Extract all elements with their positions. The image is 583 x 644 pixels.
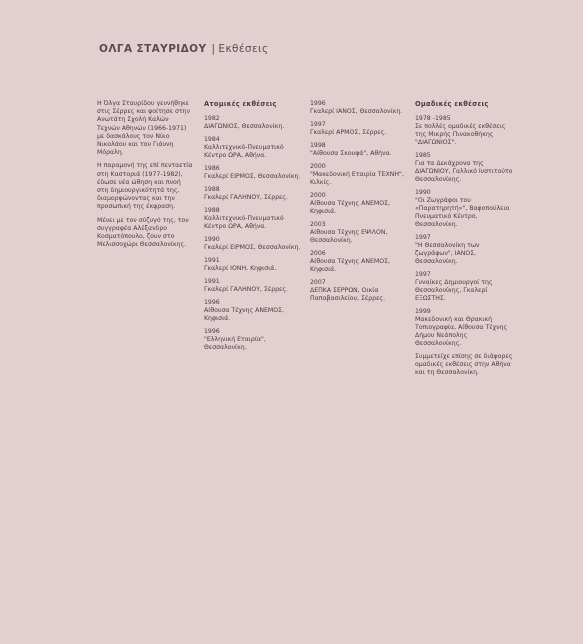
exhibition-venue: Καλλιτεχνικό-Πνευματικό Κέντρο ΩΡΑ, Αθήνα. (204, 144, 284, 159)
exhibition-entry (204, 278, 304, 294)
exhibition-year: 1996 (204, 299, 220, 306)
exhibition-entry (415, 308, 515, 348)
exhibition-entry (204, 136, 304, 160)
group-exhibitions-column (415, 100, 515, 377)
exhibition-venue: "Αίθουσα Σκουφά", Αθήνα. (310, 150, 392, 157)
exhibition-entry (310, 142, 410, 158)
exhibition-venue: Γκαλερί ΙΟΝΗ, Κηφισιά. (204, 265, 277, 272)
exhibition-venue: "Ελληνική Εταιρία", Θεσσαλονίκη. (204, 336, 266, 351)
exhibition-venue: Για τα Δεκάχρονα της ΔΙΑΓΩΝΙΟΥ, Γαλλικό Ινστιτούτο Θεσσαλονίκης. (415, 160, 513, 183)
exhibition-year: 2000 (310, 192, 326, 199)
exhibition-venue: Σε πολλές ομαδικές εκθέσεις της Μικρής Πινακοθήκης "ΔΙΑΓΩΝΙΟΣ". (415, 123, 506, 146)
exhibition-year: 2007 (310, 279, 326, 286)
exhibition-entry (310, 279, 410, 303)
exhibition-entry (204, 328, 304, 352)
exhibition-venue: Γκαλερί ΑΡΜΟΣ, Σέρρες. (310, 129, 387, 136)
bio-paragraph: Η παραμονή της επί πενταετία στη Καστοριά (1977-1982), έδωσε νέα ώθηση και πνοή στη δημιουργικότητά της, διαμορφώνοντας και την προσωπική της έκφραση. (97, 162, 193, 211)
exhibition-entry (310, 192, 410, 216)
exhibition-venue: Γκαλερί ΙΑΝΟΣ, Θεσσαλονίκη. (310, 108, 403, 115)
exhibition-venue: Μακεδονική και Θρακική Τοπιογραφία, Αίθουσα Τέχνης Δήμου Νεάπολης Θεσσαλονίκης. (415, 316, 508, 347)
exhibition-year: 1996 (204, 328, 220, 335)
exhibition-entry (310, 121, 410, 137)
exhibition-venue: Καλλιτεχνικό-Πνευματικό Κέντρο ΩΡΑ, Αθήνα. (204, 215, 284, 230)
exhibition-venue: Γκαλερί ΕΙΡΜΟΣ, Θεσσαλονίκη. (204, 244, 301, 251)
exhibition-entry (415, 271, 515, 303)
exhibition-venue: ΔΙΑΓΩΝΙΟΣ, Θεσσαλονίκη. (204, 123, 285, 130)
exhibition-year: 1990 (204, 236, 220, 243)
exhibition-year: 1985 (415, 152, 431, 159)
exhibition-entry (415, 152, 515, 184)
exhibition-entry (415, 115, 515, 147)
exhibition-year: 1991 (204, 257, 220, 264)
exhibition-year: 1988 (204, 207, 220, 214)
page-header (99, 43, 269, 55)
exhibition-year: 1999 (415, 308, 431, 315)
exhibition-venue: Γκαλερί ΕΙΡΜΟΣ, Θεσσαλονίκη. (204, 173, 301, 180)
exhibition-year: 1997 (415, 234, 431, 241)
exhibition-year: 1996 (310, 100, 326, 107)
exhibition-entry (310, 100, 410, 116)
exhibition-year: 2006 (310, 250, 326, 257)
exhibition-entry (204, 115, 304, 131)
bio-paragraph: Μένει με τον σύζυγό της, τον συγγραφέα Αλέξανδρο Κοσματόπουλο, ζουν στο Μελισσοχώρι Θεσσαλονίκης. (97, 216, 189, 249)
section-title: Εκθέσεις (218, 43, 269, 55)
exhibition-entry (310, 163, 410, 187)
exhibition-year: 1997 (310, 121, 326, 128)
exhibition-year: 1982 (204, 115, 220, 122)
exhibition-entry (204, 257, 304, 273)
exhibition-venue: Αίθουσα Τέχνης ΑΝΕΜΟΣ, Κηφισιά. (204, 307, 284, 322)
exhibition-entry (415, 234, 515, 266)
bio-paragraph: Η Όλγα Σταυρίδου γεννήθηκε στις Σέρρες και φοίτησε στην Ανωτάτη Σχολή Καλών Τεχνών Αθηνών (1966-1971) με δασκάλους τον Νίκο Νικολάου και τον Γιάννη Μόραλη. (97, 100, 191, 157)
exhibition-year: 1990 (415, 189, 431, 196)
exhibition-venue: Γκαλερί ΓΑΛΗΝΟΥ, Σέρρες. (204, 194, 288, 201)
exhibition-year: 1991 (204, 278, 220, 285)
exhibition-year: 1998 (310, 142, 326, 149)
artist-name: ΟΛΓΑ ΣΤΑΥΡΙΔΟΥ (99, 43, 207, 55)
exhibition-entry (204, 299, 304, 323)
exhibition-year: 2003 (310, 221, 326, 228)
exhibition-venue: "Μακεδονική Εταιρία ΤΕΧΝΗ", Κιλκίς. (310, 171, 404, 186)
exhibition-year: 1988 (204, 186, 220, 193)
exhibition-entry (204, 207, 304, 231)
header-separator: | (211, 43, 216, 55)
exhibition-venue: Αίθουσα Τέχνης ΕΨΙΛΟΝ, Θεσσαλονίκη. (310, 229, 388, 244)
group-exhibitions-heading: Ομαδικές εκθέσεις (415, 100, 489, 108)
exhibition-entry (204, 165, 304, 181)
exhibition-venue: ΔΕΠΚΑ ΣΕΡΡΩΝ, Οικία Παπαβασιλείου, Σέρρες. (310, 287, 386, 302)
exhibition-venue: "Η Θεσσαλονίκη των ζωγράφων", ΙΑΝΟΣ, Θεσσαλονίκη. (415, 242, 480, 265)
exhibition-venue: Αίθουσα Τέχνης ΑΝΕΜΟΣ, Κηφισιά. (310, 200, 390, 215)
exhibition-entry (204, 186, 304, 202)
solo-exhibitions-continued-column (310, 100, 410, 308)
exhibition-entry (415, 189, 515, 229)
exhibition-venue: Αίθουσα Τέχνης ΑΝΕΜΟΣ, Κηφισιά. (310, 258, 390, 273)
group-exhibitions-note: Συμμετείχε επίσης σε διάφορες ομαδικές εκθέσεις στην Αθήνα και τη Θεσσαλονίκη. (415, 353, 513, 376)
exhibition-entry (310, 250, 410, 274)
biography (97, 100, 193, 254)
exhibition-entry (204, 236, 304, 252)
solo-exhibitions-column (204, 100, 304, 357)
exhibition-venue: "Οι Ζωγράφοι του «Παρατηρητή»", Βαφοπούλειο Πνευματικό Κέντρο, Θεσσαλονίκη. (415, 197, 510, 228)
exhibition-year: 1986 (204, 165, 220, 172)
exhibition-year: 1978 -1985 (415, 115, 451, 122)
exhibition-venue: Γυναίκες Δημιουργοί της Θεσσαλονίκης, Γκαλερί ΕΞΩΣΤΗΣ. (415, 279, 493, 302)
exhibition-year: 2000 (310, 163, 326, 170)
solo-exhibitions-heading: Ατομικές εκθέσεις (204, 100, 277, 108)
exhibition-entry (310, 221, 410, 245)
exhibition-venue: Γκαλερί ΓΑΛΗΝΟΥ, Σέρρες. (204, 286, 288, 293)
exhibition-year: 1997 (415, 271, 431, 278)
exhibition-year: 1984 (204, 136, 220, 143)
